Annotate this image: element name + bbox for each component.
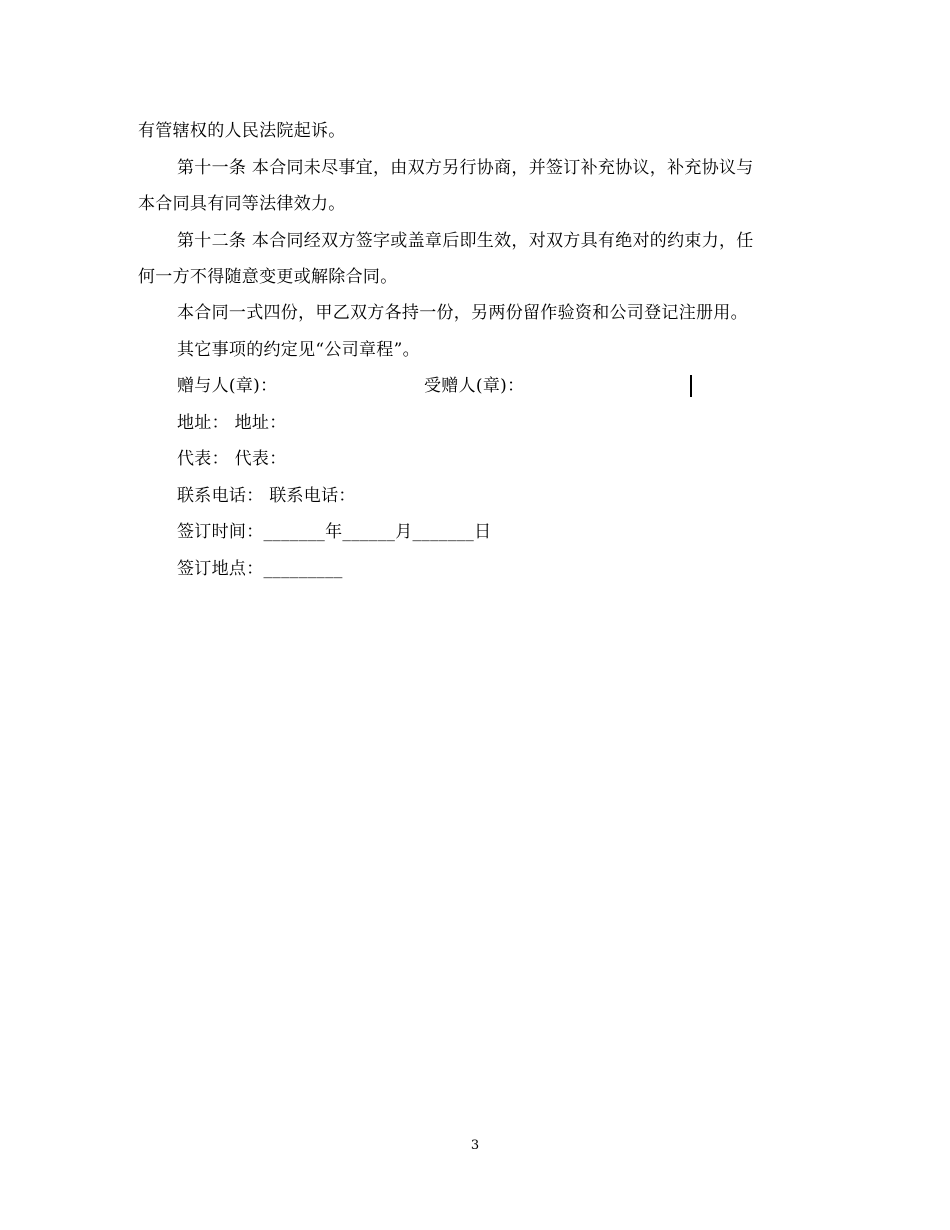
text-cursor <box>690 375 692 397</box>
sign-date-line: 签订时间：_______年______月_______日 <box>177 522 492 542</box>
article-12-line-1: 第十二条 本合同经双方签字或盖章后即生效，对双方具有绝对的约束力，任 <box>177 231 754 251</box>
copies-clause: 本合同一式四份，甲乙双方各持一份，另两份留作验资和公司登记注册用。 <box>177 303 748 323</box>
article-11-line-1: 第十一条 本合同未尽事宜，由双方另行协商，并签订补充协议，补充协议与 <box>177 158 754 178</box>
sign-place-line: 签订地点：_________ <box>177 559 343 579</box>
representative-line: 代表： 代表： <box>177 449 287 469</box>
page-number: 3 <box>470 1138 480 1153</box>
paragraph-line: 有管辖权的人民法院起诉。 <box>138 121 346 141</box>
article-12-line-2: 何一方不得随意变更或解除合同。 <box>138 267 398 287</box>
other-matters-clause: 其它事项的约定见“公司章程”。 <box>177 340 420 360</box>
donee-signature-label: 受赠人(章)： <box>424 376 525 396</box>
phone-line: 联系电话： 联系电话： <box>177 486 356 506</box>
donor-signature-label: 赠与人(章)： <box>177 376 278 396</box>
address-line: 地址： 地址： <box>177 413 287 433</box>
article-11-line-2: 本合同具有同等法律效力。 <box>138 194 346 214</box>
